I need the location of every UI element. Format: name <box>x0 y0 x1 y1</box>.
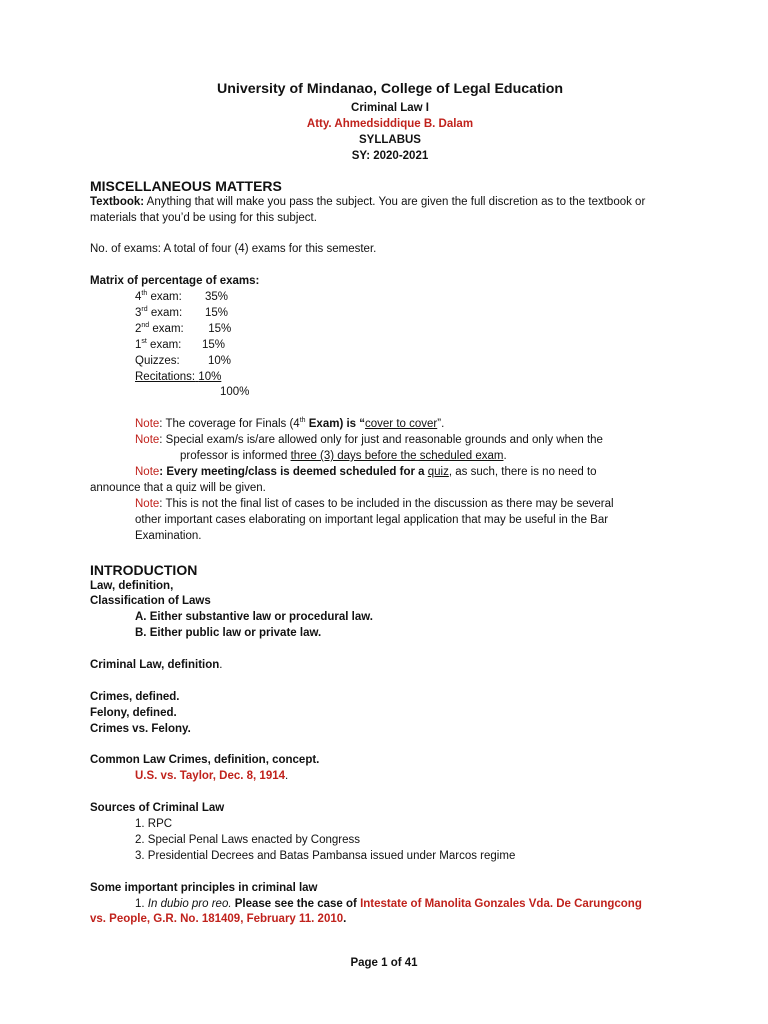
principle-1-cont: vs. People, G.R. No. 181409, February 11. 2010. <box>90 913 347 926</box>
matrix-row: 2nd exam: 15% <box>135 322 232 335</box>
misc-heading: MISCELLANEOUS MATTERS <box>90 177 282 194</box>
note-cases-cont: other important cases elaborating on important legal application that may be useful in the Bar <box>135 513 609 526</box>
matrix-row: 1st exam: 15% <box>135 337 226 351</box>
common-law-crimes: Common Law Crimes, definition, concept. <box>90 754 320 767</box>
crimes-vs-felony: Crimes vs. Felony. <box>90 722 191 735</box>
source-item: 1. RPC <box>135 818 173 831</box>
note-quiz-cont: announce that a quiz will be given. <box>90 481 266 494</box>
matrix-row: 4th exam: 35% <box>135 290 229 304</box>
matrix-row-recitations: Recitations: 10% <box>135 370 222 383</box>
criminal-law-definition: Criminal Law, definition. <box>90 659 223 672</box>
classification-heading: Classification of Laws <box>90 595 211 608</box>
matrix-row-quizzes: Quizzes: 10% <box>135 354 232 367</box>
document-type: SYLLABUS <box>359 133 421 146</box>
note-cases-end: Examination. <box>135 529 202 542</box>
principles-heading: Some important principles in criminal law <box>90 881 318 894</box>
matrix-list <box>90 290 690 401</box>
textbook-text: Anything that will make you pass the subject. You are given the full discretion as to the textbook or materials that you’d be using for this subject. <box>90 195 646 224</box>
law-definition: Law, definition, <box>90 579 174 592</box>
felony-defined: Felony, defined. <box>90 706 177 719</box>
source-item: 2. Special Penal Laws enacted by Congress <box>135 833 361 846</box>
course-title: Criminal Law I <box>351 102 429 114</box>
classification-a: A. Either substantive law or procedural law. <box>135 611 373 624</box>
textbook-label: Textbook: <box>90 195 145 208</box>
note-special-exam-cont: professor is informed three (3) days before the scheduled exam. <box>180 450 507 463</box>
university-title: University of Mindanao, College of Legal Education <box>216 81 564 97</box>
note-quiz: Note: Every meeting/class is deemed scheduled for a quiz, as such, there is no need to <box>135 465 597 478</box>
crimes-defined: Crimes, defined. <box>90 690 180 703</box>
source-item: 3. Presidential Decrees and Batas Pambansa issued under Marcos regime <box>135 849 516 862</box>
classification-b: B. Either public law or private law. <box>135 627 322 640</box>
textbook-paragraph <box>90 195 690 227</box>
case-taylor: U.S. vs. Taylor, Dec. 8, 1914. <box>135 770 289 783</box>
note-special-exam: Note: Special exam/s is/are allowed only for just and reasonable grounds and only when the <box>135 434 603 447</box>
note-cases: Note: This is not the final list of cases to be included in the discussion as there may be several <box>135 497 614 510</box>
note-finals: Note: The coverage for Finals (4th Exam) is “cover to cover”. <box>135 417 445 431</box>
matrix-total: 100% <box>220 386 250 399</box>
professor-name: Atty. Ahmedsiddique B. Dalam <box>306 117 474 130</box>
matrix-heading: Matrix of percentage of exams: <box>90 275 260 288</box>
exams-count: No. of exams: A total of four (4) exams for this semester. <box>90 243 377 256</box>
school-year: SY: 2020-2021 <box>351 149 429 162</box>
page-number: Page 1 of 41 <box>350 957 418 969</box>
intro-heading: INTRODUCTION <box>90 561 198 578</box>
matrix-row: 3rd exam: 15% <box>135 306 229 319</box>
sources-heading: Sources of Criminal Law <box>90 802 225 815</box>
principle-1: 1. In dubio pro reo. Please see the case of Intestate of Manolita Gonzales Vda. De Carungcong <box>135 897 642 910</box>
page-content <box>90 79 690 928</box>
